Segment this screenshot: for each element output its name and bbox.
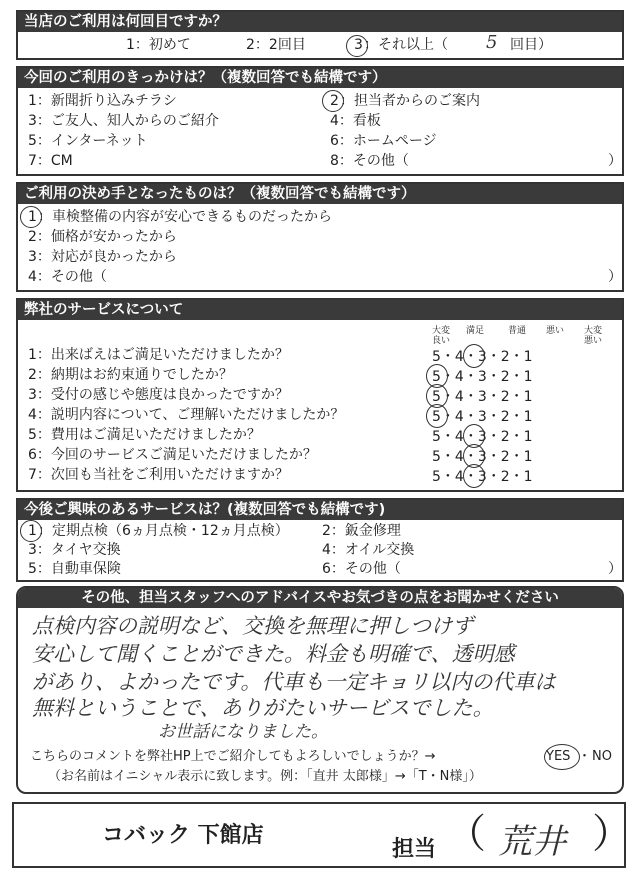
option-other-close: ） bbox=[608, 269, 622, 285]
rating-question: 5：費用はご満足いただけましたか？ bbox=[28, 427, 261, 443]
section-future-interest bbox=[16, 498, 624, 582]
option-other: 6：その他（ bbox=[322, 561, 401, 577]
option-sign: 4：看板 bbox=[330, 113, 381, 129]
rating-scale: 5・4・3・2・1 bbox=[432, 369, 533, 385]
staff-label: 担当 bbox=[392, 837, 437, 862]
consent-no: NO bbox=[592, 749, 612, 764]
section-visit-count bbox=[16, 10, 624, 60]
option-inspection-number: 1 bbox=[28, 209, 37, 225]
rating-scale: 5・4・3・2・1 bbox=[432, 469, 533, 485]
scale-header: 悪い bbox=[545, 326, 564, 336]
scale-header: 大変悪い bbox=[583, 326, 602, 346]
rating-question: 1：出来ばえはご満足いただけましたか？ bbox=[28, 347, 289, 363]
option-other-close: ） bbox=[608, 561, 622, 577]
option-inspection-label: ：定期点検（6ヵ月点検・12ヵ月点検） bbox=[38, 523, 289, 539]
staff-paren-close: ） bbox=[592, 811, 632, 857]
rating-scale: 5・4・3・2・1 bbox=[432, 449, 533, 465]
comment-line: お世話になりました。 bbox=[158, 722, 328, 742]
option-insurance: 5：自動車保険 bbox=[28, 561, 121, 577]
scale-header: 普通 bbox=[507, 326, 526, 336]
option-other: 8：その他（ bbox=[330, 153, 409, 169]
rating-question: 4：説明内容について、ご理解いただけましたか？ bbox=[28, 407, 345, 423]
option-internet: 5：インターネット bbox=[28, 133, 148, 149]
section-title: 当店のご利用は何回目ですか？ bbox=[18, 12, 622, 32]
section-title: 今後ご興味のあるサービスは？(複数回答でも結構です) bbox=[18, 500, 622, 520]
shop-name: コバック 下館店 bbox=[102, 823, 264, 848]
section-title: 弊社のサービスについて bbox=[18, 300, 622, 320]
rating-scale: 5・4・3・2・1 bbox=[432, 389, 533, 405]
staff-paren-open: （ bbox=[446, 811, 486, 857]
option-inspection-label: ：車検整備の内容が安心できるものだったから bbox=[38, 209, 332, 225]
option-first: 1：初めて bbox=[126, 37, 191, 53]
option-bodywork: 2：鈑金修理 bbox=[322, 523, 401, 539]
option-staff-label: ：担当者からのご案内 bbox=[340, 93, 480, 109]
consent-question: こちらのコメントを弊社HP上でご紹介してもよろしいでしょうか？→ bbox=[30, 749, 436, 764]
section-service-rating bbox=[16, 298, 624, 492]
visit-count-value: 5 bbox=[486, 32, 498, 53]
section-title: 今回のご利用のきっかけは？（複数回答でも結構です） bbox=[18, 68, 622, 88]
section-title: その他、担当スタッフへのアドバイスやお気づきの点をお聞かせください bbox=[18, 588, 622, 608]
option-staff-number: 2 bbox=[330, 93, 339, 109]
option-homepage: 6：ホームページ bbox=[330, 133, 437, 149]
option-other: 4：その他（ bbox=[28, 269, 107, 285]
option-tire: 3：タイヤ交換 bbox=[28, 542, 121, 558]
comment-line: 安心して聞くことができた。料金も明確で、透明感 bbox=[32, 642, 515, 666]
rating-scale: 5・4・3・2・1 bbox=[432, 429, 533, 445]
option-flyer: 1：新聞折り込みチラシ bbox=[28, 93, 177, 109]
answer-circle bbox=[426, 404, 448, 428]
option-inspection-number: 1 bbox=[28, 523, 37, 539]
option-referral: 3：ご友人、知人からのご紹介 bbox=[28, 113, 219, 129]
rating-scale: 5・4・3・2・1 bbox=[432, 349, 533, 365]
comment-line: 無料ということで、ありがたいサービスでした。 bbox=[32, 696, 494, 720]
option-other-close: ） bbox=[608, 153, 622, 169]
comment-line: 点検内容の説明など、交換を無理に押しつけず bbox=[32, 614, 473, 638]
rating-question: 3：受付の感じや態度は良かったですか？ bbox=[28, 387, 289, 403]
option-more-label: ：それ以上（ bbox=[364, 37, 448, 53]
option-more-number: 3 bbox=[354, 37, 363, 53]
footer-box bbox=[12, 802, 632, 868]
option-price: 2：価格が安かったから bbox=[28, 229, 177, 245]
option-cm: 7：CM bbox=[28, 153, 73, 169]
scale-header: 大変良い bbox=[431, 326, 450, 346]
consent-yes: YES bbox=[546, 749, 571, 764]
selected-circle bbox=[544, 744, 580, 770]
section-trigger bbox=[16, 66, 624, 176]
comment-line: があり、よかったです。代車も一定キョリ以内の代車は bbox=[32, 670, 556, 694]
staff-name: 荒井 bbox=[498, 822, 566, 862]
option-more-suffix: 回目） bbox=[510, 37, 552, 53]
scale-header: 満足 bbox=[465, 326, 484, 336]
rating-question: 7：次回も当社をご利用いただけますか？ bbox=[28, 467, 289, 483]
answer-circle bbox=[463, 464, 485, 488]
survey-sheet bbox=[8, 6, 632, 868]
answer-circle bbox=[463, 344, 485, 368]
rating-scale: 5・4・3・2・1 bbox=[432, 409, 533, 425]
section-deciding-factor bbox=[16, 182, 624, 292]
consent-note: （お名前はイニシャル表示に致します。例：「直井 太郎様」→「T・N様」） bbox=[48, 769, 482, 784]
rating-question: 2：納期はお約束通りでしたか？ bbox=[28, 367, 233, 383]
section-comments bbox=[16, 586, 624, 794]
consent-separator: ・ bbox=[578, 749, 592, 764]
option-service: 3：対応が良かったから bbox=[28, 249, 177, 265]
section-title: ご利用の決め手となったものは？（複数回答でも結構です） bbox=[18, 184, 622, 204]
rating-question: 6：今回のサービスご満足いただけましたか？ bbox=[28, 447, 317, 463]
option-oil: 4：オイル交換 bbox=[322, 542, 415, 558]
option-second: 2：2回目 bbox=[246, 37, 306, 53]
